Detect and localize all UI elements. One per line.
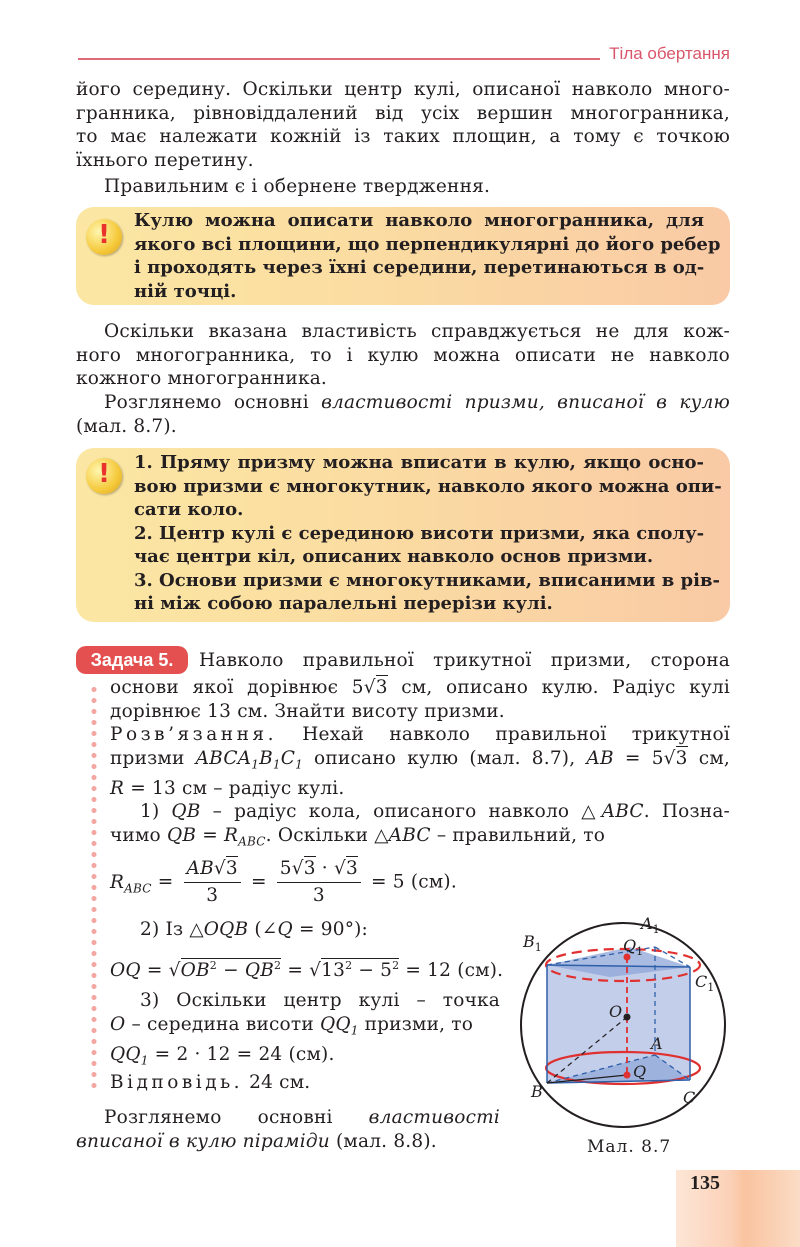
text-line: вписаної в кулю піраміди (мал. 8.8).: [76, 1130, 437, 1152]
paragraph-5: [76, 1106, 500, 1153]
rule-box-2-text: [134, 451, 722, 616]
text-line: $QQ_1 = 2 \cdot 12 = 24$ (см).: [110, 1043, 335, 1068]
rule-box-2: [76, 448, 730, 622]
paragraph-1: [76, 78, 730, 172]
text-line: то має належати кожній із таких площин, а тому є точкою: [76, 126, 730, 147]
text-line: його середину. Оскільки центр кулі, описаної навколо много-: [76, 79, 730, 100]
text-line: Розв’язання. Нехай навколо правильної трикутної: [110, 724, 730, 745]
text-line: ні між собою паралельні перерізи кулі.: [134, 593, 553, 614]
text-line: O – середина висоти $QQ_1$ призми, то: [110, 1013, 474, 1038]
rule-box-1-text: [134, 209, 721, 303]
label-B1: $B_1$: [523, 932, 542, 954]
text-line: сати коло.: [134, 499, 244, 520]
exclamation-icon: !: [86, 458, 122, 494]
page-number: 135: [690, 1172, 720, 1194]
label-A: A: [651, 1034, 663, 1053]
text-line: Навколо правильної трикутної призми, сторона: [199, 650, 730, 671]
text-line: ного многогранника, то і кулю можна описати не навколо: [76, 344, 730, 366]
text-line: їхнього перетину.: [76, 149, 254, 171]
figure-8-7: [515, 905, 730, 1135]
header-rule: [78, 58, 600, 60]
text-line: і проходять через їхні середини, перетинаються в од-: [134, 257, 705, 278]
text-line: Розглянемо основні властивості: [104, 1107, 500, 1128]
text-line: призми $ABCA_1B_1C_1$ описано кулю (мал. 8.7), AB = 5√3 см,: [110, 747, 730, 772]
label-B: B: [531, 1082, 543, 1101]
answer: Відповідь. 24 см.: [110, 1072, 311, 1093]
text-line: 1) QB – радіус кола, описаного навколо △ABC. Позна-: [140, 801, 731, 823]
text-line: гранника, рівновіддалений від усіх вершин многогранника,: [76, 102, 730, 124]
task-line-1: [199, 649, 730, 673]
label-Q: Q: [633, 1062, 647, 1081]
task-statement: [110, 676, 730, 854]
step-2: 2) Із △OQB (∠Q = 90°):: [140, 919, 368, 940]
running-header: Тіла обертання: [609, 44, 730, 63]
text-line: чимо QB = $R_{ABC}$. Оскільки △ABC – правильний, то: [110, 824, 606, 849]
text-line: Кулю можна описати навколо многогранника, для: [134, 210, 704, 231]
text-line: 2. Центр кулі є серединою висоти призми, яка сполу-: [134, 522, 705, 544]
figure-caption: Мал. 8.7: [587, 1137, 672, 1157]
paragraph-4: [76, 391, 730, 438]
point-O: [624, 1014, 631, 1021]
text-line: якого всі площини, що перпендикулярні до його ребер: [134, 233, 721, 255]
text-line: 3. Основи призми є многокутниками, вписаними в рів-: [134, 569, 720, 591]
rule-box-1: [76, 207, 730, 305]
text-line: R = 13 см – радіус кулі.: [110, 777, 345, 799]
label-C1: $C_1$: [695, 972, 715, 994]
label-A1: $A_1$: [641, 914, 660, 936]
text-line: Розглянемо основні властивості призми, вписаної в кулю: [104, 392, 730, 413]
text-line: кожного многогранника.: [76, 368, 328, 389]
point-Q: [624, 1072, 631, 1079]
text-line: Оскільки вказана властивість справджується не для кож-: [104, 321, 730, 342]
label-Q1: $Q_1$: [623, 936, 644, 958]
formula-2: OQ = $√OB^2 - QB^2 = √13^2 - 5^2 = 12$ (см).: [110, 959, 504, 982]
text-line: ній точці.: [134, 280, 237, 302]
label-C: C: [683, 1088, 696, 1107]
paragraph-3: [76, 320, 730, 391]
exclamation-icon: !: [86, 219, 122, 255]
step-3: [110, 989, 500, 1073]
text-line: 1. Пряму призму можна вписати в кулю, якщо осно-: [134, 452, 704, 473]
text-line: вою призми є многокутник, навколо якого можна опи-: [134, 475, 722, 497]
text-line: основи якої дорівнює 5√3 см, описано кулю. Радіус кулі: [110, 677, 730, 698]
formula-1: $R_{ABC}$ = $\frac{AB√3}{3}$ = $\frac{5√3 \cdot √3}{3}$ = 5 (см).: [110, 858, 457, 906]
text-line: чає центри кіл, описаних навколо основ призми.: [134, 546, 654, 567]
text-line: (мал. 8.7).: [76, 415, 177, 437]
paragraph-2: Правильним є і обернене твердження.: [104, 176, 491, 197]
text-line: дорівнює 13 см. Знайти висоту призми.: [110, 700, 505, 722]
label-O: O: [609, 1002, 623, 1021]
dotted-margin: [90, 684, 98, 1094]
task-badge: Задача 5.: [76, 646, 188, 674]
text-line: 3) Оскільки центр кулі – точка: [140, 990, 500, 1011]
